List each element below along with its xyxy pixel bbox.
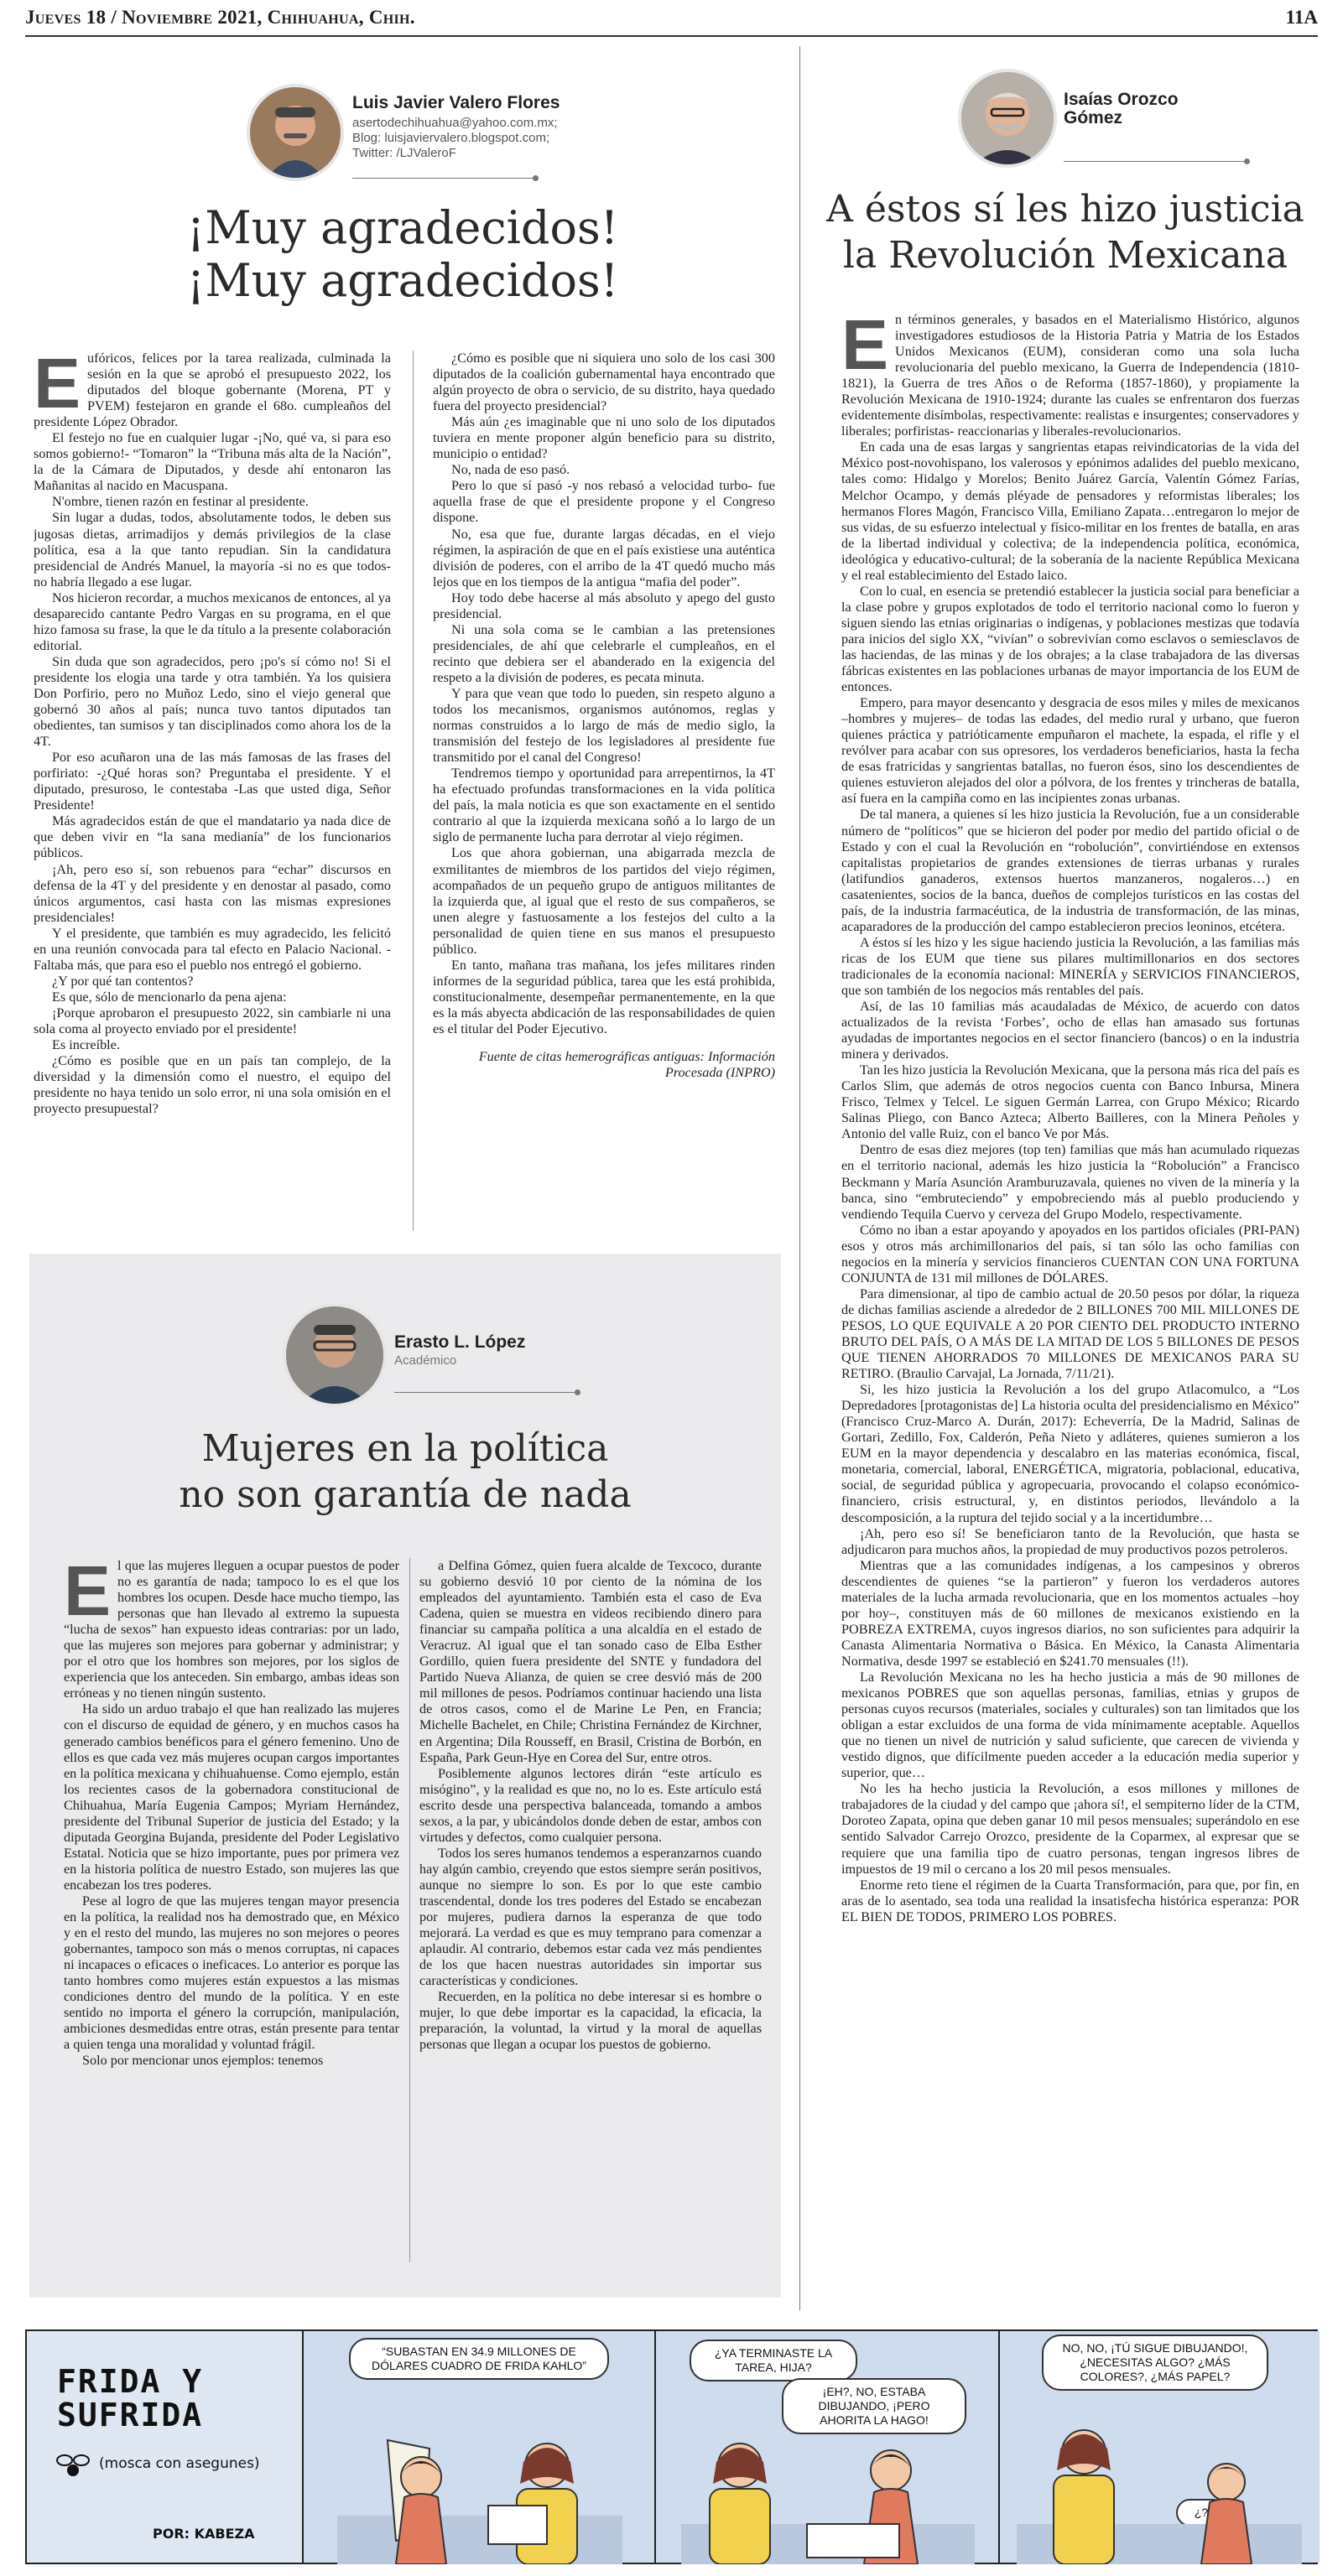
paragraph: Solo por mencionar unos ejemplos: tenemos (82, 2053, 324, 2069)
paragraph: Tan les hizo justicia la Revolución Mexicana, que la persona más rica del país es Carlos Slim, que además de otros negocios cuenta con Banco Inbursa, Minera Frisco, Telmex y Telcel. Le siguen Germán Larrea, con Grupo México; Ricardo Salinas Pliego, con Banco Azteca; Alberto Bailleres, con la Minera Peñoles y Antonio del valle Ruiz, con el banco Ve por Más. (841, 1062, 1299, 1142)
fly-icon (52, 2449, 94, 2482)
paragraph: De tal manera, a quienes sí les hizo justicia la Revolución, fue a un considerable número de “políticos” que se hicieron del poder por medio del partido oficial o de Estado y con el cual la Revolución en “robolución”, convirtiéndose en extensos capitalistas propietarios de grandes extensiones de tierras urbanas y rurales (latifundios ganaderos, extensos huertos manzaneros, nogaleros…) en casatenientes, socios de la banca, dueños de complejos turísticos en las costas del país, de la industria farmacéutica, de la industria de transformación, de las minas, acaparadores de la producción del campo establecieron precios leoninos, etcétera. (841, 807, 1299, 934)
paragraph: Recuerden, en la política no debe interesar si es hombre o mujer, lo que debe importar es la capacidad, la eficacia, la preparación, la voluntad, la virtud y la moral de aquellas personas que llegan a ocupar los puestos de gobierno. (419, 1989, 762, 2053)
paragraph: ¡Ah, pero eso sí, son rebuenos para “echar” discursos en defensa de la 4T y del presidente y en denostar al pasado, como únicos argumentos, casi hasta con las mismas expresiones presidenciales! (34, 861, 391, 925)
comic-panel-3 (1000, 2331, 1320, 2563)
paragraph: a Delfina Gómez, quien fuera alcalde de Texcoco, durante su gobierno desvió 10 por ciento de la nómina de los empleados del ayuntamiento. También esta el caso de Eva Cadena, quien se muestra en videos recibiendo dinero para financiar su campaña política a una alcaldía en el estado de Veracruz. Al igual que el tan sonado caso de Elba Esther Gordillo, quien fuera presidente del SNTE y fundadora del Partido Nueva Alianza, de quien se cree desvió más de 200 mil millones de pesos. Podríamos continuar haciendo una lista de otros casos, como el de Marine Le Pen, en Francia; Michelle Bachelet, en Chile; Christina Fernández de Kirchner, en Argentina; Dila Rousseff, en Brasil, Cristina de Borbón, en España, Park Geun-Hye en Corea del Sur, entre otros. (419, 1558, 762, 1765)
author-divider (352, 178, 537, 179)
speech-bubble: ¿YA TERMINASTE LA TAREA, HIJA? (690, 2340, 857, 2381)
column-rule (413, 351, 414, 1231)
paragraph: No les ha hecho justicia la Revolución, a esos millones y millones de trabajadores de la ciudad y del campo que ¡ahora sí!, el sempiterno líder de la CTM, Doroteo Zapata, opina que deben ganar 10 mil pesos mensuales; superándolo en ese sentido Salvador Carrejo Orozco, presidente de la Coparmex, al expresar que se requiere que una familia tipo de cuatro personas, tengan ingresos libres de impuestos de 19 mil o cercano a los 20 mil pesos mensuales. (841, 1781, 1299, 1877)
comic-panel-2 (656, 2331, 1000, 2563)
paragraph: Ha sido un arduo trabajo el que han realizado las mujeres con el discurso de equidad de género, y en muchos casos ha generado cambios benéficos para el género femenino. Uno de ellos es que cada vez más mujeres ocupan cargos importantes en la política mexicana y chihuahuense. Como ejemplo, están los recientes casos de la gobernadora constitucional de Chihuahua, María Eugenia Campos; Myriam Hernández, presidente del Tribunal Superior de justicia del Estado; y la diputada Georgina Bujanda, presidente del Poder Legislativo Estatal. Noticia que se hizo importante, pues por primera vez en la historia política de nuestro Estado, son mujeres las que encabezan los tres poderes. (64, 1701, 399, 1893)
paragraph: Tendremos tiempo y oportunidad para arrepentirnos, la 4T ha efectuado profundas transformaciones en la vida política del país, la mala noticia es que son exactamente en el sentido contrario al que la izquierda mexicana soñó a lo largo de un siglo de permanente lucha para derrotar al viejo régimen. (433, 766, 775, 845)
paragraph: ¿Y por qué tan contentos? (52, 973, 194, 989)
paragraph: Nos hicieron recordar, a muchos mexicanos de entonces, al ya desaparecido cantante Pedro Vargas en su programa, en el que hizo famosa su frase, la que le da título a la presente colaboración editorial. (34, 589, 391, 653)
paragraph: Más agradecidos están de que el mandatario ya nada dice de que deben vivir en “la sana medianía” de los funcionarios públicos. (34, 813, 391, 861)
paragraph: El que las mujeres lleguen a ocupar puestos de poder no es garantía de nada; tampoco lo es el que los hombres los ocupen. Desde hace mucho tiempo, las personas que han llevado al extremo la supuesta “lucha de sexos” han expuesto ideas contrarias: por un lado, que las mujeres son mejores para gobernar y administrar; y por el otro que los hombres son mejores, por los siglos de experiencia que los anteceden. Sin embargo, ambas ideas son erróneas y no tienen ningún sustento. (64, 1558, 399, 1701)
author-divider (394, 1392, 579, 1393)
paragraph: A éstos sí les hizo y les sigue haciendo justicia la Revolución, a las familias más ricas de los EUM que tiene sus pilares multimillonarios en dos sectores tradicionales de la economía nacional: MINERÍA y SERVICIOS FINANCIEROS, que son también de los negocios más rentables del país. (841, 934, 1299, 998)
article-valero-column-2 (433, 351, 775, 1248)
comic-title-panel (27, 2331, 304, 2563)
paragraph: Por eso acuñaron una de las más famosas de las frases del porfiriato: -¿Qué horas son? Preguntaba el presidente. Y el diputado, presuroso, le contestaba -Las que usted diga, Señor Presidente! (34, 750, 391, 813)
paragraph: Pero lo que sí pasó -y nos rebasó a velocidad turbo- fue aquella frase de que el presidente propone y el Congreso dispone. (433, 478, 775, 526)
paragraph: Y el presidente, que también es muy agradecido, les felicitó en una reunión convocada para tal efecto en Palacio Nacional. -Faltaba más, que para eso el pueblo nos entregó el gobierno. (34, 925, 391, 973)
paragraph: No, esa que fue, durante largas décadas, en el viejo régimen, la aspiración de que en el país existiese una auténtica división de poderes, con el arribo de la 4T quedó mucho más lejos que en los tiempos de la antigua “mafia del poder”. (433, 526, 775, 589)
header-rule (25, 35, 1318, 37)
comic-subtitle: (mosca con asegunes) (99, 2455, 260, 2472)
author-role: Académico (394, 1353, 457, 1368)
author-photo-lopez (283, 1303, 387, 1407)
paragraph: La Revolución Mexicana no les ha hecho justicia a más de 90 millones de mexicanos POBRES que son aquellas personas, familias, etnias y grupos de personas cuyos recursos (materiales, sociales y culturales) son tan limitados que los obligan a estar excluidos de una forma de vida mínimamente aceptable. Aquellos que no tienen un nivel de nutrición y salud suficiente, que carecen de vivienda y vestido dignos, que difícilmente pueden acceder a la educación media superior y superior, que… (841, 1669, 1299, 1781)
author-name: Erasto L. López (394, 1332, 526, 1352)
comic-panel-art (681, 2423, 975, 2564)
page-number: 11A (1285, 7, 1318, 28)
speech-bubble: ¡EH?, NO, ESTABA DIBUJANDO, ¡PERO AHORITA LA HAGO! (782, 2378, 966, 2434)
paragraph: Es que, sólo de mencionarlo da pena ajena: (52, 989, 287, 1005)
paragraph: ¿Cómo es posible que en un país tan complejo, de la diversidad y la dimensión como el nuestro, el equipo del presidente no haya tenido un solo error, ni una sola omisión en el proyecto presupuestal? (34, 1053, 391, 1117)
paragraph: Sin lugar a dudas, todos, absolutamente todos, le deben sus jugosas dietas, arrimadijos y demás privilegios de la clase política, esa a la que tanto repudian. Sin la candidatura presidencial de Andrés Manuel, la mayoría -si no es que todos- no habría llegado a ese lugar. (34, 510, 391, 589)
paragraph: Todos los seres humanos tendemos a esperanzarnos cuando hay algún cambio, creyendo que estos siempre serán positivos, aunque no siempre lo son. Es por lo que este cambio trascendental, donde los tres poderes del Estado se encabezan por mujeres, pudiera darnos la esperanza de que todo mejorará. La verdad es que es muy temprano para comenzar a aplaudir. Al contrario, debemos estar cada vez más pendientes de los que hacen nuestras autoridades sin importar sus características y condiciones. (419, 1845, 762, 1989)
article-orozco-body (841, 312, 1299, 2316)
paragraph: Si, les hizo justicia la Revolución a los del grupo Atlacomulco, a “Los Depredadores [protagonistas de] La historia oculta del presidencialismo en México” (Francisco Cruz-Marco A. Durán, 2017): Echeverría, De la Madrid, Salinas de Gortari, Zedillo, Fox, Calderón, Peña Nieto y adláteres, quienes sumieron a los EUM en la mayor dependencia y descalabro en las materias económica, fiscal, monetaria, comercial, laboral, ENERGÉTICA, migratoria, poblacional, educativa, social, de seguridad pública y agropecuaria, provocando el colapso económico-financiero, crisis estructural, y, en distintos periodos, llevándolo a la descomposición, a la ruptura del tejido social y a la incertidumbre… (841, 1382, 1299, 1525)
paragraph: ¡Ah, pero eso sí! Se beneficiaron tanto de la Revolución, que hasta se adjudicaron para muchos años, la propiedad de muy productivos pozos petroleros. (841, 1525, 1299, 1557)
author-photo-valero (247, 84, 344, 181)
speech-bubble: “SUBASTAN EN 34.9 MILLONES DE DÓLARES CUADRO DE FRIDA KAHLO” (349, 2338, 609, 2380)
paragraph: Eufóricos, felices por la tarea realizada, culminada la sesión en la que se aprobó el presupuesto 2022, los diputados del bloque gobernante (Morena, PT y PVEM) festejaron en grande el 68o. cumpleaños del presidente López Obrador. (34, 351, 391, 430)
paragraph: En cada una de esas largas y sangrientas etapas reivindicatorias de la vida del México post-novohispano, los valerosos y epónimos adalides del pueblo mexicano, tales como: Hidalgo y Morelos; Benito Juárez García, Valentín Gómez Farías, Melchor Ocampo, y demás pléyade de pensadores y reformistas liberales; los hermanos Flores Magón, Francisco Villa, Emiliano Zapata…entregaron lo mejor de sus vidas, de su esfuerzo intelectual y físico-militar en los frentes de batalla, en aras de la libertad individual y colectiva; de la independencia política, económica, ideológica y educativo-cultural; de la soberanía de la naciente República Mexicana y el real establecimiento del Estado laico. (841, 439, 1299, 583)
comic-panel-art (1017, 2398, 1302, 2564)
comic-strip (25, 2329, 1318, 2564)
paragraph: Enorme reto tiene el régimen de la Cuarta Transformación, para que, por fin, en aras de lo asentado, sea toda una realidad la insatisfecha histórica esperanza: POR EL BIEN DE TODOS, PRIMERO LOS POBRES. (841, 1877, 1299, 1924)
paragraph: El festejo no fue en cualquier lugar -¡No, qué va, si para eso somos gobierno!- “Tomaron” la “Tribuna más alta de la Nación”, la de la Cámara de Diputados, y desde ahí entonaron las Mañanitas al nacido en Macuspana. (34, 430, 391, 494)
author-twitter: Twitter: /LJValeroF (352, 146, 456, 160)
article-title-lopez: Mujeres en la política no son garantía de nada (179, 1427, 632, 1516)
drop-cap: E (841, 312, 889, 384)
paragraph: Empero, para mayor desencanto y desgracia de esos miles y miles de mexicanos –hombres y mujeres– de todas las edades, del medio rural y urbano, que fueron quienes práctica y patrióticamente empuñaron el machete, la espada, el rifle y el revólver para acabar con sus opresores, los verdaderos beneficiarios, hasta la fecha de esas fratricidas y sangrientas batallas, no fueron ésos, sino los descendientes de quienes estuvieron alejados del olor a pólvora, de los frentes y trincheras de batalla, así fuera en la campiña como en las incipientes zonas urbanas. (841, 695, 1299, 807)
paragraph: En tanto, mañana tras mañana, los jefes militares rinden informes de la seguridad pública, tarea que les está prohibida, constitucionalmente, desempeñar permanentemente, en la que es la más abyecta abdicación de las responsabilidades de quien es el titular del Poder Ejecutivo. (433, 957, 775, 1036)
paragraph: ¿Cómo es posible que ni siquiera uno solo de los casi 300 diputados de la coalición gubernamental haya encontrado que algún proyecto de obra o servicio, de su distrito, haya quedado fuera del proyecto presidencial? (433, 351, 775, 414)
page-column-divider (799, 46, 800, 2310)
article-valero-column-1 (34, 351, 391, 1248)
author-photo-orozco (958, 69, 1057, 168)
author-email: asertodechihuahua@yahoo.com.mx; (352, 116, 558, 130)
article-title-valero: ¡Muy agradecidos! ¡Muy agradecidos! (186, 201, 619, 307)
comic-panel-art (337, 2407, 622, 2564)
article-title-orozco: A éstos sí les hizo justicia la Revolución Mexicana (826, 188, 1304, 277)
article-lopez-column-1 (64, 1558, 399, 2288)
comic-title: FRIDA Y SUFRIDA (57, 2363, 204, 2433)
paragraph: No, nada de eso pasó. (451, 462, 570, 478)
paragraph: Así, de las 10 familias más acaudaladas de México, de acuerdo con datos actualizados de la revista ‘Forbes’, ocho de ellas han amasado sus fortunas ayudadas de importantes negocios en el sector financiero (bancos) o en la industria minera y derivados. (841, 999, 1299, 1062)
paragraph: En términos generales, y basados en el Materialismo Histórico, algunos investigadores estudiosos de la Historia Patria y Matria de los Estados Unidos Mexicanos (EUM), consideran como una sola lucha revolucionaria del pueblo mexicano, la Guerra de Independencia (1810-1821), la Guerra de tres Años o de Reforma (1857-1860), y propiamente la Revolución Mexicana de 1910-1924; durante las cuales se enfrentaron dos fuerzas evidentemente disímbolas, respectivamente: realistas e insurgentes; conservadores y liberales; porfiristas- reaccionarias y liberales-revolucionarios. (841, 312, 1299, 439)
paragraph: Dentro de esas diez mejores (top ten) familias que más han acumulado riquezas en el territorio nacional, además les hizo justicia la “Robolución” a Francisco Beckmann y María Asunción Aramburuzavala, quienes no viven de la minería y la banca, sino “embruteciendo” y empobreciendo más al pueblo produciendo y vendiendo Tequila Cuervo y cerveza del Grupo Modelo, respectivamente. (841, 1142, 1299, 1222)
speech-bubble: NO, NO, ¡TÚ SIGUE DIBUJANDO!, ¿NECESITAS ALGO? ¿MÁS COLORES?, ¿MÁS PAPEL? (1042, 2334, 1268, 2391)
author-name: Luis Javier Valero Flores (352, 93, 560, 112)
author-blog: Blog: luisjaviervalero.blogspot.com; (352, 131, 550, 145)
paragraph: Hoy todo debe hacerse al más absoluto y apego del gusto presidencial. (433, 589, 775, 621)
article-lopez-column-2 (419, 1558, 762, 2288)
paragraph: Posiblemente algunos lectores dirán “este artículo es misógino”, y la realidad es que no, no lo es. Este artículo está escrito desde una perspectiva balanceada, tomando a ambos sexos, a la par, y ubicándolos donde deben de estar, ambos con virtudes y defectos, como cualquier persona. (419, 1765, 762, 1845)
paragraph: Los que ahora gobiernan, una abigarrada mezcla de exmilitantes de miembros de los partidos del viejo régimen, acompañados de un pequeño grupo de antiguos militantes de la izquierda que, al igual que el resto de sus compañeros, se unen alegre y fastuosamente a los festejos del culto a la personalidad de quien tiene en sus manos el presupuesto público. (433, 845, 775, 957)
paragraph: Y para que vean que todo lo pueden, sin respeto alguno a todos los mecanismos, organismos autónomos, reglas y normas construidos a lo largo de más de medio siglo, la transmisión del festejo de los legisladores al presidente fue transmitido por el canal del Congreso! (433, 685, 775, 766)
drop-cap: E (34, 351, 81, 423)
comic-credit: POR: KABEZA (153, 2526, 255, 2542)
paragraph: Ni una sola coma se le cambian a las pretensiones presidenciales, de ahí que celebrarle el cumpleaños, en el recinto que debiera ser el abanderado en la exigencia del respeto a la división de poderes, es pecata minuta. (433, 621, 775, 685)
drop-cap: E (64, 1558, 112, 1630)
paragraph: ¡Porque aprobaron el presupuesto 2022, sin cambiarle ni una sola coma al proyecto enviado por el presidente! (34, 1005, 391, 1036)
comic-panel-1 (304, 2331, 656, 2563)
paragraph: Más aún ¿es imaginable que ni uno solo de los diputados tuviera en mente proponer algún beneficio para su distrito, municipio o entidad? (433, 414, 775, 462)
paragraph: Mientras que a las comunidades indígenas, a los campesinos y obreros descendientes de quienes “se la partieron” y fueron los verdaderos autores materiales de la lucha armada revolucionaria, que en los momentos actuales –hoy por hoy–, constituyen más de 60 millones de mexicanos existiendo en la POBREZA EXTREMA, cuyos ingresos diarios, no son suficientes para adquirir la Canasta Alimentaria Normativa o Básica. En México, la Canasta Alimentaria Normativa, desde 1997 se estableció en $241.70 mensuales (!!). (841, 1557, 1299, 1669)
paragraph: Con lo cual, en esencia se pretendió establecer la justicia social para beneficiar a la clase pobre y grupos explotados de todo el territorio nacional como lo fueron y siguen siendo las etnias originarias o indígenas, y poblaciones mestizas que todavía para inicios del siglo XX, “vivían” o sobrevivían como esclavos o semiesclavos de las haciendas, de las minas y de los obrajes; a la clase trabajadora de las diversas fábricas existentes en las poblaciones urbanas de mayor importancia de los EUM de entonces. (841, 583, 1299, 695)
paragraph: Sin duda que son agradecidos, pero ¡po's sí cómo no! Si el presidente los elogia una tarde y otra también. Ya los quisiera Don Porfirio, pero no Muñoz Ledo, sino el viejo general que gobernó 30 años al país; nunca tuvo tantos diputados tan obedientes, tan sumisos y tan disciplinados como ahora los de la 4T. (34, 653, 391, 750)
column-rule (409, 1558, 410, 2262)
page-header-date: Jueves 18 / Noviembre 2021, Chihuahua, Chih. (25, 7, 415, 28)
paragraph: Es increíble. (52, 1037, 120, 1053)
paragraph: Cómo no iban a estar apoyando y apoyados en los partidos oficiales (PRI-PAN) esos y otros más archimillonarios del país, si tan sólo las ocho familias con negocios en la minería y servicios financieros CUENTAN CON UNA FORTUNA CONJUNTA de 131 mil millones de DÓLARES. (841, 1222, 1299, 1285)
paragraph: Para dimensionar, al tipo de cambio actual de 20.50 pesos por dólar, la riqueza de dichas familias asciende a alrededor de 2 BILLONES 700 MIL MILLONES DE PESOS, LO QUE EQUIVALE A 20 POR CIENTO DEL PRODUCTO INTERNO BRUTO DEL PAÍS, O A MÁS DE LA MITAD DE LOS 5 BILLONES DE PESOS QUE TIENEN AHORRADOS 70 MILLONES DE MEXICANOS PARA SU RETIRO. (Braulio Carvajal, La Jornada, 7/11/21). (841, 1285, 1299, 1382)
author-name: Isaías Orozco Gómez (1064, 90, 1179, 127)
author-divider (1064, 161, 1248, 162)
source-note: Fuente de citas hemerográficas antiguas: Información Procesada (INPRO) (478, 1049, 775, 1081)
speech-bubble: ¿? (1176, 2499, 1226, 2527)
paragraph: Pese al logro de que las mujeres tengan mayor presencia en la política, la realidad nos ha demostrado que, en México y en el resto del mundo, las mujeres no son mejores o peores gobernantes, tampoco son más o menos corruptas, ni capaces ni incapaces o eficaces o ineficaces. Lo anterior es porque las tanto hombres como mujeres están expuestos a las mismas condiciones dentro del mundo de la política. Y en este sentido no importa el género la corrupción, manipulación, ambiciones desmedidas entre otras, están presente para tentar a quien tenga una moralidad y voluntad frágil. (64, 1893, 399, 2053)
paragraph: N'ombre, tienen razón en festinar al presidente. (52, 494, 309, 510)
